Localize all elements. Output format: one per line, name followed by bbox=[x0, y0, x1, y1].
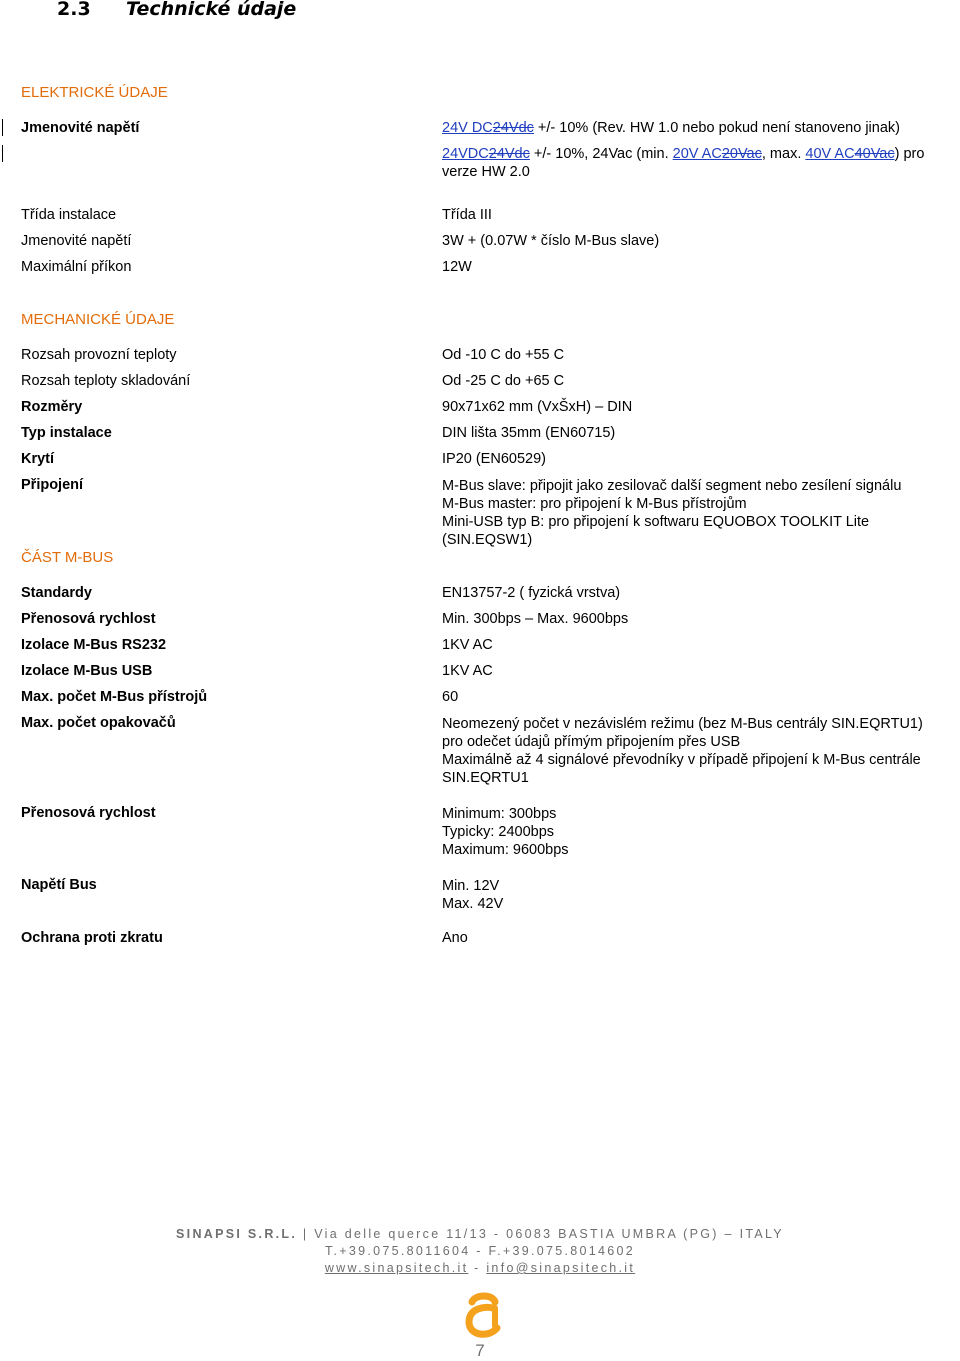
page-number: 7 bbox=[475, 1341, 485, 1360]
value-protection: IP20 (EN60529) bbox=[442, 451, 546, 467]
value-bus-voltage bbox=[442, 877, 503, 913]
value-standards: EN13757-2 ( fyzická vrstva) bbox=[442, 585, 621, 601]
text: , max. bbox=[761, 146, 806, 162]
label-install-class: Třída instalace bbox=[21, 207, 117, 223]
label-operating-temp: Rozsah provozní teploty bbox=[21, 347, 177, 363]
connection-line: M-Bus slave: připojit jako zesilovač další segment nebo zesílení signálu bbox=[442, 478, 902, 494]
label-standards: Standardy bbox=[21, 585, 92, 601]
value-max-repeaters bbox=[442, 715, 923, 787]
revision-bar bbox=[2, 119, 3, 136]
value-rated-voltage-line2 bbox=[442, 146, 924, 162]
footer-web bbox=[0, 1261, 960, 1275]
label-max-repeaters: Max. počet opakovačů bbox=[21, 715, 176, 731]
repeaters-line: pro odečet údajů přímým připojením přes USB bbox=[442, 734, 741, 750]
footer-dash: - bbox=[468, 1261, 487, 1275]
label-install-type: Typ instalace bbox=[21, 425, 112, 441]
label-max-power: Maximální příkon bbox=[21, 259, 132, 275]
value-operating-temp: Od -10 C do +55 C bbox=[442, 347, 565, 363]
label-bus-voltage: Napětí Bus bbox=[21, 877, 97, 893]
footer-website-link[interactable]: www.sinapsitech.it bbox=[324, 1261, 469, 1275]
text: ) pro bbox=[894, 146, 925, 162]
value-install-class: Třída III bbox=[442, 207, 492, 223]
label-dimensions: Rozměry bbox=[21, 399, 83, 415]
connection-line: M-Bus master: pro připojení k M-Bus přístrojům bbox=[442, 496, 747, 512]
connection-line: (SIN.EQSW1) bbox=[442, 532, 533, 548]
label-max-devices: Max. počet M-Bus přístrojů bbox=[21, 689, 208, 705]
connection-line: Mini-USB typ B: pro připojení k softwaru EQUOBOX TOOLKIT Lite bbox=[442, 514, 870, 530]
label-rated-voltage-2: Jmenovité napětí bbox=[21, 233, 132, 249]
value-baud-rate-2 bbox=[442, 805, 569, 859]
rev-delete: 24Vdc bbox=[492, 120, 534, 136]
rev-insert: 40V AC bbox=[805, 146, 855, 162]
footer-address-text: Via delle querce 11/13 - 06083 BASTIA UMBRA (PG) – ITALY bbox=[314, 1227, 784, 1241]
value-max-devices: 60 bbox=[442, 689, 459, 705]
value-short-protection: Ano bbox=[442, 930, 468, 946]
repeaters-line: Maximálně až 4 signálové převodníky v případě připojení k M-Bus centrále bbox=[442, 752, 921, 768]
baud-line: Minimum: 300bps bbox=[442, 806, 557, 822]
footer-company: SINAPSI S.R.L. bbox=[176, 1227, 298, 1241]
rev-insert: 20V AC bbox=[672, 146, 722, 162]
bus-voltage-line: Max. 42V bbox=[442, 896, 504, 912]
section-electrical-title: ELEKTRICKÉ ÚDAJE bbox=[21, 84, 168, 101]
repeaters-line: Neomezený počet v nezávislém režimu (bez M-Bus centrály SIN.EQRTU1) bbox=[442, 716, 923, 732]
value-isolation-rs232: 1KV AC bbox=[442, 637, 493, 653]
label-connection: Připojení bbox=[21, 477, 84, 493]
text: +/- 10%, 24Vac (min. bbox=[529, 146, 673, 162]
sinapsi-logo-icon bbox=[463, 1292, 503, 1340]
value-isolation-usb: 1KV AC bbox=[442, 663, 493, 679]
label-rated-voltage: Jmenovité napětí bbox=[21, 120, 140, 136]
label-isolation-rs232: Izolace M-Bus RS232 bbox=[21, 637, 167, 653]
footer-phone: T.+39.075.8011604 - F.+39.075.8014602 bbox=[324, 1244, 636, 1258]
heading-title: Technické údaje bbox=[126, 0, 297, 20]
repeaters-line: SIN.EQRTU1 bbox=[442, 770, 529, 786]
label-protection: Krytí bbox=[21, 451, 55, 467]
rev-delete: 40Vac bbox=[854, 146, 895, 162]
text: +/- 10% (Rev. HW 1.0 nebo pokud není stanoveno jinak) bbox=[533, 120, 900, 136]
label-short-protection: Ochrana proti zkratu bbox=[21, 930, 163, 946]
rev-insert: 24V DC bbox=[442, 120, 493, 136]
label-isolation-usb: Izolace M-Bus USB bbox=[21, 663, 153, 679]
section-mechanical-title: MECHANICKÉ ÚDAJE bbox=[21, 311, 175, 328]
baud-line: Maximum: 9600bps bbox=[442, 842, 569, 858]
value-rated-voltage-2: 3W + (0.07W * číslo M-Bus slave) bbox=[442, 233, 660, 249]
label-baud-rate: Přenosová rychlost bbox=[21, 611, 156, 627]
bus-voltage-line: Min. 12V bbox=[442, 878, 500, 894]
footer-address bbox=[0, 1227, 960, 1241]
rev-delete: 24Vdc bbox=[488, 146, 530, 162]
baud-line: Typicky: 2400bps bbox=[442, 824, 555, 840]
section-mbus-title: ČÁST M-BUS bbox=[21, 549, 114, 566]
value-rated-voltage-line1 bbox=[442, 120, 900, 136]
value-install-type: DIN lišta 35mm (EN60715) bbox=[442, 425, 616, 441]
revision-bar bbox=[2, 145, 3, 162]
rev-insert: 24VDC bbox=[442, 146, 489, 162]
label-baud-rate-2: Přenosová rychlost bbox=[21, 805, 156, 821]
heading-number: 2.3 bbox=[57, 0, 91, 20]
footer-separator: | bbox=[297, 1227, 315, 1241]
value-baud-rate: Min. 300bps – Max. 9600bps bbox=[442, 611, 629, 627]
rev-delete: 20Vac bbox=[721, 146, 762, 162]
value-storage-temp: Od -25 C do +65 C bbox=[442, 373, 565, 389]
value-dimensions: 90x71x62 mm (VxŠxH) – DIN bbox=[442, 399, 633, 415]
label-storage-temp: Rozsah teploty skladování bbox=[21, 373, 191, 389]
value-rated-voltage-line3: verze HW 2.0 bbox=[442, 164, 530, 180]
footer-email-link[interactable]: info@sinapsitech.it bbox=[486, 1261, 636, 1275]
value-max-power: 12W bbox=[442, 259, 472, 275]
value-connection bbox=[442, 477, 901, 549]
